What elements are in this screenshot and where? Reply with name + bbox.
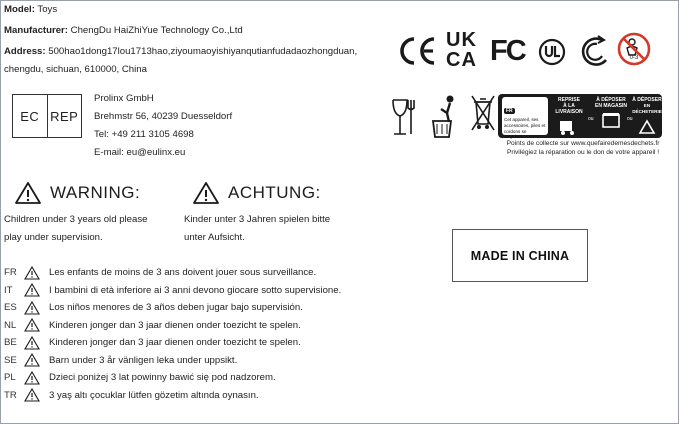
warning-de-line2: unter Aufsicht. [184, 232, 245, 243]
warning-triangle-icon [24, 353, 40, 367]
triman-icon [498, 94, 662, 138]
language-warning-text: Les enfants de moins de 3 ans doivent jouer sous surveillance. [49, 267, 317, 279]
warning-triangle-icon [24, 318, 40, 332]
list-item [4, 334, 341, 352]
language-code: PL [4, 372, 16, 384]
ukca-mark-icon [446, 30, 482, 72]
list-item [4, 369, 341, 387]
triman-col2 [551, 97, 587, 142]
age-mark-text: 0-3 [629, 55, 639, 61]
language-code: IT [4, 284, 13, 296]
triman-or-2: ou [627, 116, 633, 122]
warning-de-title: ACHTUNG: [228, 183, 321, 202]
warning-de-heading [192, 181, 321, 205]
language-warning-text: Dzieci poniżej 3 lat powinny bawić się pod nadzorem. [49, 372, 276, 384]
list-item [4, 352, 341, 370]
list-item [4, 299, 341, 317]
triman-col3-line2: EN MAGASIN [595, 103, 627, 109]
warning-de [192, 181, 321, 205]
language-warning-text: Los niños menores de 3 años deben jugar bajo supervisión. [49, 302, 303, 314]
warning-triangle-icon [24, 266, 40, 280]
triman-col4-line2: EN DÉCHETERIE [632, 103, 662, 114]
model-value: Toys [37, 4, 58, 15]
model-line [4, 4, 389, 16]
language-code: TR [4, 389, 17, 401]
crossed-out-bin-icon [470, 92, 496, 134]
triman-fr-badge: FR [506, 108, 513, 114]
made-in-china-box: MADE IN CHINA [452, 229, 588, 282]
ec-rep-label-right: REP [47, 95, 82, 137]
warning-triangle-icon [24, 388, 40, 402]
truck-icon [557, 115, 581, 137]
list-item [4, 387, 341, 405]
address-line [4, 46, 389, 58]
list-item [4, 282, 341, 300]
warning-de-body [184, 211, 330, 247]
warning-triangle-icon [24, 301, 40, 315]
manufacturer-line [4, 25, 389, 37]
food-safe-icon [390, 96, 418, 140]
shop-icon [600, 109, 622, 131]
ec-rep-street: Brehmstr 56, 40239 Duesseldorf [94, 111, 233, 122]
ec-rep-email: E-mail: eu@eulinx.eu [94, 147, 186, 158]
ukca-top-text: UK [446, 29, 477, 51]
triman-info-line1: Points de collecte sur www.quefairedemesdechets.fr [506, 140, 660, 147]
warning-triangle-icon [14, 181, 42, 205]
triman-or-1: ou [588, 116, 594, 122]
triman-col4 [632, 97, 662, 142]
ec-rep-box [12, 94, 82, 138]
ul-mark-icon [538, 36, 566, 68]
ce-mark-icon [398, 36, 438, 66]
address-line-2: chengdu, sichuan, 610000, China [4, 64, 147, 75]
warning-en [14, 181, 140, 205]
fc-mark-icon: FC [490, 35, 525, 67]
triman-col2-line1: REPRISE [558, 97, 580, 103]
language-warning-list [4, 264, 341, 404]
triman-info-line2: Privilégiez la réparation ou le don de votre appareil ! [506, 148, 660, 156]
language-warning-text: 3 yaş altı çocuklar lütfen gözetim altında oynasın. [49, 389, 259, 401]
address-label: Address: [4, 46, 46, 57]
triman-col3 [595, 97, 627, 136]
language-warning-text: I bambini di età inferiore ai 3 anni devono giocare sotto supervisione. [49, 284, 342, 296]
manufacturer-block [4, 4, 389, 76]
ec-rep-label-left: EC [20, 108, 40, 124]
triman-col4-line1: À DÉPOSER [632, 97, 662, 103]
manufacturer-label: Manufacturer: [4, 25, 68, 36]
warning-triangle-icon [24, 283, 40, 297]
address-line-1: 500hao1dong17lou1713hao,ziyoumaoyishiyanqutianfudadaozhongduan, [48, 46, 358, 57]
language-warning-text: Kinderen jonger dan 3 jaar dienen onder toezicht te spelen. [49, 319, 301, 331]
warning-triangle-icon [24, 336, 40, 350]
ukca-bottom-text: CA [446, 49, 477, 71]
warning-de-line1: Kinder unter 3 Jahren spielen bitte [184, 214, 331, 225]
litter-bin-icon [428, 93, 462, 139]
triman-col2-line2: À LA LIVRAISON [555, 103, 583, 115]
warning-triangle-icon [24, 371, 40, 385]
warning-en-line2: play under supervision. [4, 232, 103, 243]
warning-en-line1: Children under 3 years old please [4, 214, 148, 225]
language-code: SE [4, 354, 17, 366]
warning-en-body [4, 211, 147, 247]
language-code: NL [4, 319, 17, 331]
not-for-under-3-icon [617, 32, 651, 70]
list-item [4, 317, 341, 335]
warning-triangle-icon [192, 181, 220, 205]
recycle-mark-icon [576, 34, 612, 68]
warning-en-title: WARNING: [50, 183, 141, 202]
warning-en-heading [14, 181, 140, 205]
language-code: BE [4, 337, 17, 349]
triman-info-panel [502, 97, 548, 140]
manufacturer-value: ChengDu HaiZhiYue Technology Co.,Ltd [70, 25, 243, 36]
language-code: FR [4, 267, 17, 279]
list-item [4, 264, 341, 282]
triman-col1-text: Cet appareil, ses accessoires, piles et cordons se recyclent [504, 117, 546, 140]
ec-rep-phone: Tel: +49 211 3105 4698 [94, 129, 194, 140]
ec-rep-company: Prolinx GmbH [94, 93, 154, 104]
ec-rep-address [94, 92, 232, 164]
language-warning-text: Barn under 3 år vänligen leka under uppsikt. [49, 354, 238, 366]
language-code: ES [4, 302, 17, 314]
deposit-center-icon [636, 115, 658, 137]
triman-col3-line1: À DÉPOSER [596, 97, 626, 103]
language-warning-text: Kinderen jonger dan 3 jaar dienen onder toezicht te spelen. [49, 337, 301, 349]
triman-collection-info [498, 140, 668, 157]
model-label: Model: [4, 4, 35, 15]
